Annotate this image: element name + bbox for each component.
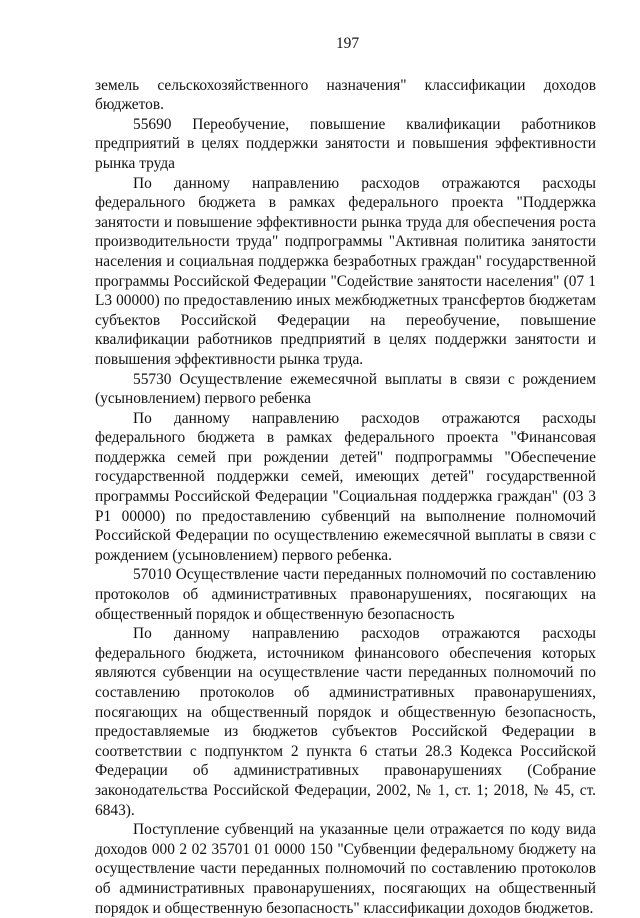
paragraph-55690-description: По данному направлению расходов отражаются расходы федерального бюджета в рамках федерального проекта "Поддержка занятости и повышение эффективности рынка труда для обеспечения роста производительности труда" подпрограммы "Активная политика занятости населения и социальная поддержка безработных граждан" государственной программы Российской Федерации "Содействие занятости населения" (07 1 L3 00000) по предоставлению иных межбюджетных трансфертов бюджетам субъектов Российской Федерации на переобучение, повышение квалификации работников предприятий в целях поддержки занятости и повышения эффективности рынка труда. — [95, 174, 596, 368]
section-heading-57010: 57010 Осуществление части переданных полномочий по составлению протоколов об административных правонарушениях, посягающих на общественный порядок и общественную безопасность — [95, 566, 596, 623]
paragraph-57010-revenue: Поступление субвенций на указанные цели отражается по коду вида доходов 000 2 02 35701 01 0000 150 "Субвенции федеральному бюджету на осуществление части переданных полномочий по составлению протоколов об административных правонарушениях, посягающих на общественный порядок и общественную безопасность" классификации доходов бюджетов. — [95, 821, 596, 917]
page-number: 197 — [335, 35, 360, 52]
section-heading-55690: 55690 Переобучение, повышение квалификации работников предприятий в целях поддержки занятости и повышения эффективности рынка труда — [95, 115, 596, 172]
paragraph-55730-description: По данному направлению расходов отражаются расходы федерального бюджета в рамках федерального проекта "Финансовая поддержка семей при рождении детей" подпрограммы "Обеспечение государственной поддержки семей, имеющих детей" государственной программы Российской Федерации "Социальная поддержка граждан" (03 3 P1 00000) по предоставлению субвенций на выполнение полномочий Российской Федерации по осуществлению ежемесячной выплаты в связи с рождением (усыновлением) первого ребенка. — [95, 409, 596, 564]
paragraph-continuation: земель сельскохозяйственного назначения" классификации доходов бюджетов. — [95, 76, 596, 114]
section-heading-55730: 55730 Осуществление ежемесячной выплаты в связи с рождением (усыновлением) первого ребенка — [95, 370, 596, 408]
paragraph-57010-description: По данному направлению расходов отражаются расходы федерального бюджета, источником финансового обеспечения которых являются субвенции на осуществление части переданных полномочий по составлению протоколов об административных правонарушениях, посягающих на общественный порядок и общественную безопасность, предоставляемые из бюджетов субъектов Российской Федерации в соответствии с подпунктом 2 пункта 6 статьи 28.3 Кодекса Российской Федерации об административных правонарушениях (Собрание законодательства Российской Федерации, 2002, № 1, ст. 1; 2018, № 45, ст. 6843). — [95, 625, 596, 819]
